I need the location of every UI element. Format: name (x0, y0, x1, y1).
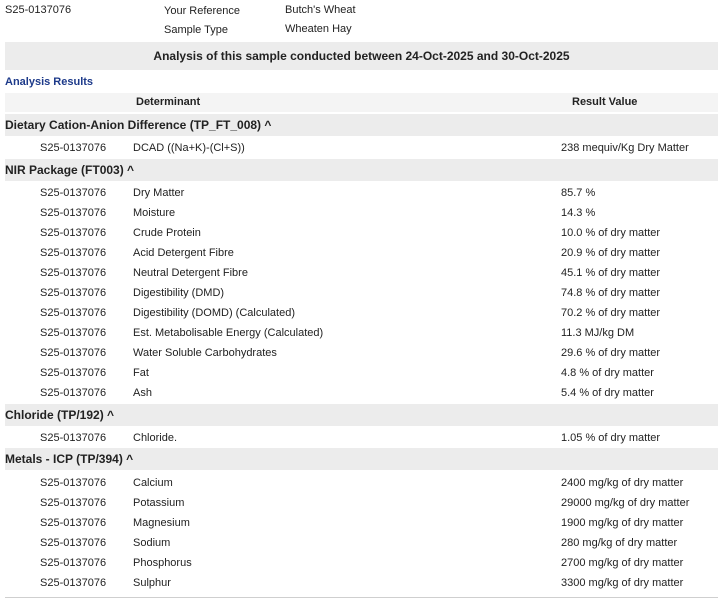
section-title: Metals - ICP (TP/394) ^ (5, 452, 134, 466)
analysis-period-banner: Analysis of this sample conducted between 24-Oct-2025 and 30-Oct-2025 (5, 42, 718, 70)
row-result: 1.05 % of dry matter (561, 432, 661, 444)
section-title: Chloride (TP/192) ^ (5, 408, 115, 422)
reference-value: Butch's Wheat (285, 4, 356, 16)
sample-type-value: Wheaten Hay (285, 23, 352, 35)
table-row (5, 323, 718, 343)
row-result: 1900 mg/kg of dry matter (561, 517, 684, 529)
table-row (5, 363, 718, 383)
table-row (5, 473, 718, 493)
row-result: 29.6 % of dry matter (561, 347, 661, 359)
row-sample-id: S25-0137076 (40, 347, 107, 359)
sample-id: S25-0137076 (5, 4, 72, 16)
row-sample-id: S25-0137076 (40, 227, 107, 239)
table-row (5, 513, 718, 533)
row-determinant: Magnesium (133, 517, 190, 529)
row-sample-id: S25-0137076 (40, 327, 107, 339)
table-row (5, 263, 718, 283)
row-result: 3300 mg/kg of dry matter (561, 577, 684, 589)
row-sample-id: S25-0137076 (40, 367, 107, 379)
results-column-header (5, 93, 718, 112)
row-result: 5.4 % of dry matter (561, 387, 654, 399)
table-row (5, 573, 718, 593)
row-result: 14.3 % (561, 207, 596, 219)
row-sample-id: S25-0137076 (40, 387, 107, 399)
row-sample-id: S25-0137076 (40, 307, 107, 319)
result-column-header: Result Value (572, 96, 638, 108)
row-determinant: Digestibility (DMD) (133, 287, 225, 299)
row-determinant: Phosphorus (133, 557, 192, 569)
row-result: 74.8 % of dry matter (561, 287, 661, 299)
table-row (5, 533, 718, 553)
row-result: 11.3 MJ/kg DM (561, 327, 635, 339)
row-sample-id: S25-0137076 (40, 497, 107, 509)
section-nir-package (5, 159, 718, 181)
row-determinant: DCAD ((Na+K)-(Cl+S)) (133, 142, 245, 154)
row-sample-id: S25-0137076 (40, 517, 107, 529)
row-determinant: Sulphur (133, 577, 171, 589)
section-dcad (5, 114, 718, 136)
row-sample-id: S25-0137076 (40, 577, 107, 589)
section-chloride (5, 404, 718, 426)
section-metals-icp (5, 448, 718, 470)
results-title: Analysis Results (5, 76, 94, 88)
row-sample-id: S25-0137076 (40, 207, 107, 219)
row-result: 70.2 % of dry matter (561, 307, 661, 319)
row-determinant: Neutral Detergent Fibre (133, 267, 248, 279)
row-determinant: Fat (133, 367, 149, 379)
section-title: Dietary Cation-Anion Difference (TP_FT_008) ^ (5, 118, 272, 132)
row-determinant: Chloride. (133, 432, 178, 444)
row-determinant: Digestibility (DOMD) (Calculated) (133, 307, 295, 319)
row-sample-id: S25-0137076 (40, 477, 107, 489)
row-sample-id: S25-0137076 (40, 267, 107, 279)
row-result: 238 mequiv/Kg Dry Matter (561, 142, 689, 154)
table-row (5, 343, 718, 363)
row-result: 280 mg/kg of dry matter (561, 537, 678, 549)
row-determinant: Est. Metabolisable Energy (Calculated) (133, 327, 324, 339)
row-determinant: Sodium (133, 537, 171, 549)
row-result: 2700 mg/kg of dry matter (561, 557, 684, 569)
row-determinant: Crude Protein (133, 227, 201, 239)
section-title: NIR Package (FT003) ^ (5, 163, 135, 177)
row-determinant: Moisture (133, 207, 176, 219)
row-sample-id: S25-0137076 (40, 187, 107, 199)
row-determinant: Ash (133, 387, 152, 399)
table-row (5, 223, 718, 243)
table-row (5, 283, 718, 303)
table-row (5, 183, 718, 203)
table-row (5, 303, 718, 323)
table-row (5, 553, 718, 573)
table-row (5, 138, 718, 158)
row-determinant: Acid Detergent Fibre (133, 247, 234, 259)
bottom-divider (5, 597, 718, 598)
row-determinant: Water Soluble Carbohydrates (133, 347, 277, 359)
row-result: 10.0 % of dry matter (561, 227, 661, 239)
row-sample-id: S25-0137076 (40, 247, 107, 259)
table-row (5, 493, 718, 513)
table-row (5, 383, 718, 403)
determinant-column-header: Determinant (136, 96, 201, 108)
row-result: 4.8 % of dry matter (561, 367, 654, 379)
row-sample-id: S25-0137076 (40, 287, 107, 299)
row-determinant: Potassium (133, 497, 185, 509)
row-sample-id: S25-0137076 (40, 142, 107, 154)
row-result: 2400 mg/kg of dry matter (561, 477, 684, 489)
row-sample-id: S25-0137076 (40, 557, 107, 569)
row-sample-id: S25-0137076 (40, 537, 107, 549)
sample-type-label: Sample Type (164, 24, 229, 36)
row-result: 29000 mg/kg of dry matter (561, 497, 690, 509)
row-determinant: Calcium (133, 477, 173, 489)
reference-label: Your Reference (164, 5, 241, 17)
row-result: 85.7 % (561, 187, 596, 199)
table-row (5, 428, 718, 448)
row-sample-id: S25-0137076 (40, 432, 107, 444)
row-result: 45.1 % of dry matter (561, 267, 661, 279)
row-result: 20.9 % of dry matter (561, 247, 661, 259)
table-row (5, 243, 718, 263)
row-determinant: Dry Matter (133, 187, 185, 199)
table-row (5, 203, 718, 223)
